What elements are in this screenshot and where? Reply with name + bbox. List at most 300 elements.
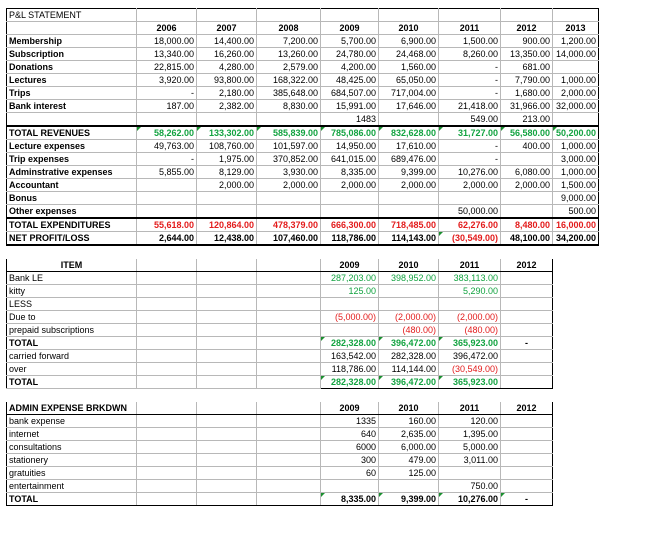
empty-cell[interactable] [321, 389, 379, 402]
value-cell[interactable]: 50,000.00 [439, 205, 501, 219]
empty-cell[interactable] [137, 493, 197, 506]
value-cell[interactable] [257, 113, 321, 127]
row-label[interactable]: entertainment [7, 480, 137, 493]
empty-cell[interactable] [137, 376, 197, 389]
empty-cell[interactable] [553, 259, 599, 272]
value-cell[interactable] [321, 298, 379, 311]
value-cell[interactable] [321, 324, 379, 337]
empty-cell[interactable] [257, 467, 321, 480]
row-label[interactable]: over [7, 363, 137, 376]
value-cell[interactable] [501, 311, 553, 324]
value-cell[interactable]: 1335 [321, 415, 379, 428]
value-cell[interactable]: 2,000.00 [553, 87, 599, 100]
value-cell[interactable] [257, 205, 321, 219]
value-cell[interactable]: 15,991.00 [321, 100, 379, 113]
empty-cell[interactable] [553, 324, 599, 337]
value-cell[interactable]: 8,260.00 [439, 48, 501, 61]
value-cell[interactable]: 168,322.00 [257, 74, 321, 87]
value-cell[interactable]: 6,080.00 [501, 166, 553, 179]
empty-cell[interactable] [379, 9, 439, 22]
empty-cell[interactable] [553, 441, 599, 454]
value-cell[interactable]: 6,000.00 [379, 441, 439, 454]
value-cell[interactable]: 101,597.00 [257, 140, 321, 153]
empty-cell[interactable] [137, 363, 197, 376]
value-cell[interactable]: 108,760.00 [197, 140, 257, 153]
value-cell[interactable]: 1,680.00 [501, 87, 553, 100]
admin-title[interactable]: ADMIN EXPENSE BRKDWN [7, 402, 137, 415]
empty-cell[interactable] [197, 259, 257, 272]
value-cell[interactable]: 641,015.00 [321, 153, 379, 166]
value-cell[interactable]: 640 [321, 428, 379, 441]
empty-cell[interactable] [501, 245, 553, 259]
value-cell[interactable] [321, 480, 379, 493]
value-cell[interactable]: 8,830.00 [257, 100, 321, 113]
empty-cell[interactable] [137, 415, 197, 428]
empty-cell[interactable] [137, 272, 197, 285]
value-cell[interactable]: 160.00 [379, 415, 439, 428]
empty-cell[interactable] [137, 259, 197, 272]
value-cell[interactable]: 2,180.00 [197, 87, 257, 100]
empty-cell[interactable] [257, 259, 321, 272]
value-cell[interactable]: 666,300.00 [321, 218, 379, 232]
empty-cell[interactable] [257, 363, 321, 376]
value-cell[interactable]: 1,000.00 [553, 140, 599, 153]
empty-cell[interactable] [7, 389, 137, 402]
value-cell[interactable]: (2,000.00) [439, 311, 501, 324]
value-cell[interactable] [501, 454, 553, 467]
value-cell[interactable]: 8,129.00 [197, 166, 257, 179]
row-label[interactable]: prepaid subscriptions [7, 324, 137, 337]
value-cell[interactable]: 1,500.00 [553, 179, 599, 192]
value-cell[interactable] [379, 192, 439, 205]
value-cell[interactable]: 396,472.00 [379, 337, 439, 350]
empty-cell[interactable] [197, 311, 257, 324]
value-cell[interactable]: 1,200.00 [553, 35, 599, 48]
row-label[interactable]: LESS [7, 298, 137, 311]
value-cell[interactable] [501, 480, 553, 493]
value-cell[interactable]: 125.00 [321, 285, 379, 298]
empty-cell[interactable] [553, 285, 599, 298]
value-cell[interactable]: 31,727.00 [439, 126, 501, 140]
empty-cell[interactable] [257, 454, 321, 467]
value-cell[interactable]: - [501, 337, 553, 350]
empty-cell[interactable] [257, 298, 321, 311]
empty-cell[interactable] [197, 363, 257, 376]
year-header[interactable]: 2010 [379, 22, 439, 35]
value-cell[interactable] [379, 480, 439, 493]
value-cell[interactable]: 1,395.00 [439, 428, 501, 441]
row-label[interactable]: TOTAL REVENUES [7, 126, 137, 140]
empty-cell[interactable] [197, 376, 257, 389]
value-cell[interactable]: 16,000.00 [553, 218, 599, 232]
value-cell[interactable]: - [501, 493, 553, 506]
value-cell[interactable] [553, 61, 599, 74]
value-cell[interactable] [197, 113, 257, 127]
value-cell[interactable] [257, 192, 321, 205]
value-cell[interactable]: 13,260.00 [257, 48, 321, 61]
value-cell[interactable] [501, 467, 553, 480]
value-cell[interactable]: - [439, 74, 501, 87]
value-cell[interactable] [501, 415, 553, 428]
empty-cell[interactable] [197, 9, 257, 22]
value-cell[interactable]: 55,618.00 [137, 218, 197, 232]
empty-cell[interactable] [197, 480, 257, 493]
value-cell[interactable]: 370,852.00 [257, 153, 321, 166]
value-cell[interactable]: (480.00) [379, 324, 439, 337]
empty-cell[interactable] [439, 9, 501, 22]
value-cell[interactable] [379, 298, 439, 311]
empty-cell[interactable] [257, 480, 321, 493]
value-cell[interactable]: 5,290.00 [439, 285, 501, 298]
empty-cell[interactable] [197, 493, 257, 506]
value-cell[interactable]: 400.00 [501, 140, 553, 153]
row-label[interactable]: Other expenses [7, 205, 137, 219]
empty-cell[interactable] [7, 22, 137, 35]
row-label[interactable]: stationery [7, 454, 137, 467]
value-cell[interactable]: 8,480.00 [501, 218, 553, 232]
empty-cell[interactable] [197, 285, 257, 298]
value-cell[interactable]: 5,700.00 [321, 35, 379, 48]
value-cell[interactable]: 6,900.00 [379, 35, 439, 48]
value-cell[interactable] [501, 428, 553, 441]
value-cell[interactable]: (480.00) [439, 324, 501, 337]
value-cell[interactable] [501, 272, 553, 285]
value-cell[interactable]: 13,340.00 [137, 48, 197, 61]
empty-cell[interactable] [257, 402, 321, 415]
value-cell[interactable]: 34,200.00 [553, 232, 599, 246]
value-cell[interactable]: (30,549.00) [439, 363, 501, 376]
empty-cell[interactable] [197, 402, 257, 415]
value-cell[interactable] [501, 205, 553, 219]
row-label[interactable]: Membership [7, 35, 137, 48]
value-cell[interactable]: 3,000.00 [553, 153, 599, 166]
empty-cell[interactable] [137, 402, 197, 415]
value-cell[interactable]: 500.00 [553, 205, 599, 219]
empty-cell[interactable] [257, 324, 321, 337]
empty-cell[interactable] [197, 324, 257, 337]
value-cell[interactable]: 1,500.00 [439, 35, 501, 48]
empty-cell[interactable] [257, 428, 321, 441]
value-cell[interactable]: 2,579.00 [257, 61, 321, 74]
year-header[interactable]: 2012 [501, 259, 553, 272]
value-cell[interactable]: 60 [321, 467, 379, 480]
empty-cell[interactable] [197, 454, 257, 467]
value-cell[interactable]: 163,542.00 [321, 350, 379, 363]
value-cell[interactable]: 118,786.00 [321, 363, 379, 376]
value-cell[interactable]: 3,930.00 [257, 166, 321, 179]
value-cell[interactable]: 9,399.00 [379, 493, 439, 506]
empty-cell[interactable] [553, 454, 599, 467]
value-cell[interactable]: 1,560.00 [379, 61, 439, 74]
value-cell[interactable]: 3,011.00 [439, 454, 501, 467]
value-cell[interactable] [501, 192, 553, 205]
value-cell[interactable] [379, 205, 439, 219]
value-cell[interactable]: 398,952.00 [379, 272, 439, 285]
empty-cell[interactable] [137, 285, 197, 298]
empty-cell[interactable] [137, 428, 197, 441]
value-cell[interactable]: 718,485.00 [379, 218, 439, 232]
empty-cell[interactable] [553, 245, 599, 259]
empty-cell[interactable] [197, 467, 257, 480]
value-cell[interactable]: 16,260.00 [197, 48, 257, 61]
value-cell[interactable]: 8,335.00 [321, 166, 379, 179]
value-cell[interactable]: 365,923.00 [439, 376, 501, 389]
value-cell[interactable] [501, 363, 553, 376]
value-cell[interactable]: 3,920.00 [137, 74, 197, 87]
empty-cell[interactable] [257, 389, 321, 402]
value-cell[interactable]: 7,200.00 [257, 35, 321, 48]
empty-cell[interactable] [257, 311, 321, 324]
value-cell[interactable] [501, 324, 553, 337]
value-cell[interactable] [137, 179, 197, 192]
empty-cell[interactable] [553, 337, 599, 350]
value-cell[interactable]: 56,580.00 [501, 126, 553, 140]
value-cell[interactable]: 2,000.00 [379, 179, 439, 192]
value-cell[interactable]: - [137, 87, 197, 100]
row-label[interactable]: consultations [7, 441, 137, 454]
row-label[interactable]: gratuities [7, 467, 137, 480]
year-header[interactable]: 2009 [321, 402, 379, 415]
value-cell[interactable]: (2,000.00) [379, 311, 439, 324]
empty-cell[interactable] [137, 441, 197, 454]
value-cell[interactable] [197, 192, 257, 205]
empty-cell[interactable] [553, 311, 599, 324]
year-header[interactable]: 2007 [197, 22, 257, 35]
value-cell[interactable] [197, 205, 257, 219]
value-cell[interactable]: 479.00 [379, 454, 439, 467]
empty-cell[interactable] [257, 272, 321, 285]
value-cell[interactable]: 681.00 [501, 61, 553, 74]
empty-cell[interactable] [137, 337, 197, 350]
value-cell[interactable] [439, 298, 501, 311]
empty-cell[interactable] [197, 337, 257, 350]
empty-cell[interactable] [137, 454, 197, 467]
value-cell[interactable]: 48,100.00 [501, 232, 553, 246]
empty-cell[interactable] [257, 9, 321, 22]
value-cell[interactable]: 10,276.00 [439, 166, 501, 179]
empty-cell[interactable] [321, 9, 379, 22]
value-cell[interactable]: 7,790.00 [501, 74, 553, 87]
row-label[interactable]: bank expense [7, 415, 137, 428]
row-label[interactable]: Due to [7, 311, 137, 324]
value-cell[interactable]: 107,460.00 [257, 232, 321, 246]
value-cell[interactable]: 120.00 [439, 415, 501, 428]
value-cell[interactable]: 1,000.00 [553, 166, 599, 179]
value-cell[interactable]: 14,000.00 [553, 48, 599, 61]
value-cell[interactable]: 18,000.00 [137, 35, 197, 48]
value-cell[interactable] [137, 192, 197, 205]
value-cell[interactable]: - [439, 153, 501, 166]
value-cell[interactable] [501, 153, 553, 166]
value-cell[interactable]: - [439, 61, 501, 74]
value-cell[interactable]: 133,302.00 [197, 126, 257, 140]
value-cell[interactable]: 4,280.00 [197, 61, 257, 74]
value-cell[interactable]: 58,262.00 [137, 126, 197, 140]
value-cell[interactable] [379, 113, 439, 127]
value-cell[interactable]: 48,425.00 [321, 74, 379, 87]
row-label[interactable]: Trips [7, 87, 137, 100]
year-header[interactable]: 2010 [379, 259, 439, 272]
empty-cell[interactable] [553, 350, 599, 363]
value-cell[interactable]: 385,648.00 [257, 87, 321, 100]
empty-cell[interactable] [257, 376, 321, 389]
empty-cell[interactable] [137, 467, 197, 480]
value-cell[interactable]: 396,472.00 [379, 376, 439, 389]
value-cell[interactable]: 31,966.00 [501, 100, 553, 113]
row-label[interactable]: Bonus [7, 192, 137, 205]
year-header[interactable]: 2011 [439, 259, 501, 272]
empty-cell[interactable] [439, 389, 501, 402]
value-cell[interactable] [501, 376, 553, 389]
year-header[interactable]: 2008 [257, 22, 321, 35]
value-cell[interactable] [137, 205, 197, 219]
value-cell[interactable]: 93,800.00 [197, 74, 257, 87]
empty-cell[interactable] [137, 245, 197, 259]
empty-cell[interactable] [553, 493, 599, 506]
row-label[interactable] [7, 113, 137, 127]
row-label[interactable]: Bank LE [7, 272, 137, 285]
row-label[interactable]: kitty [7, 285, 137, 298]
value-cell[interactable]: (30,549.00) [439, 232, 501, 246]
value-cell[interactable]: 585,839.00 [257, 126, 321, 140]
empty-cell[interactable] [553, 428, 599, 441]
value-cell[interactable]: 9,000.00 [553, 192, 599, 205]
value-cell[interactable]: 50,200.00 [553, 126, 599, 140]
item-title[interactable]: ITEM [7, 259, 137, 272]
value-cell[interactable]: 1,000.00 [553, 74, 599, 87]
value-cell[interactable]: 2,000.00 [321, 179, 379, 192]
empty-cell[interactable] [197, 441, 257, 454]
empty-cell[interactable] [501, 9, 553, 22]
empty-cell[interactable] [257, 350, 321, 363]
value-cell[interactable]: 684,507.00 [321, 87, 379, 100]
value-cell[interactable]: 114,143.00 [379, 232, 439, 246]
value-cell[interactable]: 22,815.00 [137, 61, 197, 74]
value-cell[interactable]: 2,000.00 [197, 179, 257, 192]
empty-cell[interactable] [553, 467, 599, 480]
year-header[interactable]: 2009 [321, 22, 379, 35]
value-cell[interactable] [321, 205, 379, 219]
value-cell[interactable]: 65,050.00 [379, 74, 439, 87]
value-cell[interactable]: 10,276.00 [439, 493, 501, 506]
empty-cell[interactable] [197, 298, 257, 311]
value-cell[interactable]: 2,000.00 [257, 179, 321, 192]
empty-cell[interactable] [553, 415, 599, 428]
empty-cell[interactable] [197, 428, 257, 441]
value-cell[interactable] [501, 285, 553, 298]
value-cell[interactable]: 2,635.00 [379, 428, 439, 441]
value-cell[interactable]: 785,086.00 [321, 126, 379, 140]
value-cell[interactable]: 187.00 [137, 100, 197, 113]
row-label[interactable]: Subscription [7, 48, 137, 61]
empty-cell[interactable] [553, 402, 599, 415]
year-header[interactable]: 2010 [379, 402, 439, 415]
row-label[interactable]: carried forward [7, 350, 137, 363]
value-cell[interactable] [553, 113, 599, 127]
empty-cell[interactable] [379, 245, 439, 259]
value-cell[interactable]: 125.00 [379, 467, 439, 480]
empty-cell[interactable] [257, 415, 321, 428]
row-label[interactable]: Accountant [7, 179, 137, 192]
value-cell[interactable]: 24,468.00 [379, 48, 439, 61]
empty-cell[interactable] [379, 389, 439, 402]
empty-cell[interactable] [257, 493, 321, 506]
row-label[interactable]: Trip expenses [7, 153, 137, 166]
year-header[interactable]: 2013 [553, 22, 599, 35]
value-cell[interactable] [379, 285, 439, 298]
empty-cell[interactable] [137, 324, 197, 337]
value-cell[interactable]: 120,864.00 [197, 218, 257, 232]
empty-cell[interactable] [137, 389, 197, 402]
value-cell[interactable]: 2,000.00 [439, 179, 501, 192]
year-header[interactable]: 2012 [501, 22, 553, 35]
value-cell[interactable]: 14,950.00 [321, 140, 379, 153]
value-cell[interactable]: 2,382.00 [197, 100, 257, 113]
value-cell[interactable]: 49,763.00 [137, 140, 197, 153]
value-cell[interactable]: - [439, 87, 501, 100]
empty-cell[interactable] [553, 376, 599, 389]
value-cell[interactable]: 12,438.00 [197, 232, 257, 246]
empty-cell[interactable] [257, 337, 321, 350]
year-header[interactable]: 2006 [137, 22, 197, 35]
value-cell[interactable]: 24,780.00 [321, 48, 379, 61]
row-label[interactable]: TOTAL [7, 337, 137, 350]
year-header[interactable]: 2011 [439, 22, 501, 35]
value-cell[interactable]: 478,379.00 [257, 218, 321, 232]
empty-cell[interactable] [197, 272, 257, 285]
value-cell[interactable]: 717,004.00 [379, 87, 439, 100]
value-cell[interactable]: 114,144.00 [379, 363, 439, 376]
empty-cell[interactable] [553, 298, 599, 311]
value-cell[interactable]: 2,000.00 [501, 179, 553, 192]
empty-cell[interactable] [137, 480, 197, 493]
value-cell[interactable]: 5,855.00 [137, 166, 197, 179]
value-cell[interactable]: 549.00 [439, 113, 501, 127]
value-cell[interactable]: 118,786.00 [321, 232, 379, 246]
value-cell[interactable]: 5,000.00 [439, 441, 501, 454]
row-label[interactable]: Lectures [7, 74, 137, 87]
year-header[interactable]: 2011 [439, 402, 501, 415]
empty-cell[interactable] [7, 245, 137, 259]
value-cell[interactable]: 4,200.00 [321, 61, 379, 74]
value-cell[interactable]: 213.00 [501, 113, 553, 127]
value-cell[interactable]: 689,476.00 [379, 153, 439, 166]
empty-cell[interactable] [257, 245, 321, 259]
value-cell[interactable]: 300 [321, 454, 379, 467]
value-cell[interactable]: 6000 [321, 441, 379, 454]
value-cell[interactable]: 1483 [321, 113, 379, 127]
value-cell[interactable]: 9,399.00 [379, 166, 439, 179]
value-cell[interactable]: 365,923.00 [439, 337, 501, 350]
empty-cell[interactable] [553, 272, 599, 285]
row-label[interactable]: Lecture expenses [7, 140, 137, 153]
row-label[interactable]: TOTAL [7, 493, 137, 506]
row-label[interactable]: Bank interest [7, 100, 137, 113]
empty-cell[interactable] [321, 245, 379, 259]
empty-cell[interactable] [137, 9, 197, 22]
value-cell[interactable]: 900.00 [501, 35, 553, 48]
value-cell[interactable]: 282,328.00 [379, 350, 439, 363]
year-header[interactable]: 2012 [501, 402, 553, 415]
empty-cell[interactable] [137, 311, 197, 324]
empty-cell[interactable] [553, 9, 599, 22]
value-cell[interactable] [439, 192, 501, 205]
value-cell[interactable]: - [439, 140, 501, 153]
empty-cell[interactable] [197, 415, 257, 428]
value-cell[interactable]: 14,400.00 [197, 35, 257, 48]
year-header[interactable]: 2009 [321, 259, 379, 272]
row-label[interactable]: TOTAL EXPENDITURES [7, 218, 137, 232]
